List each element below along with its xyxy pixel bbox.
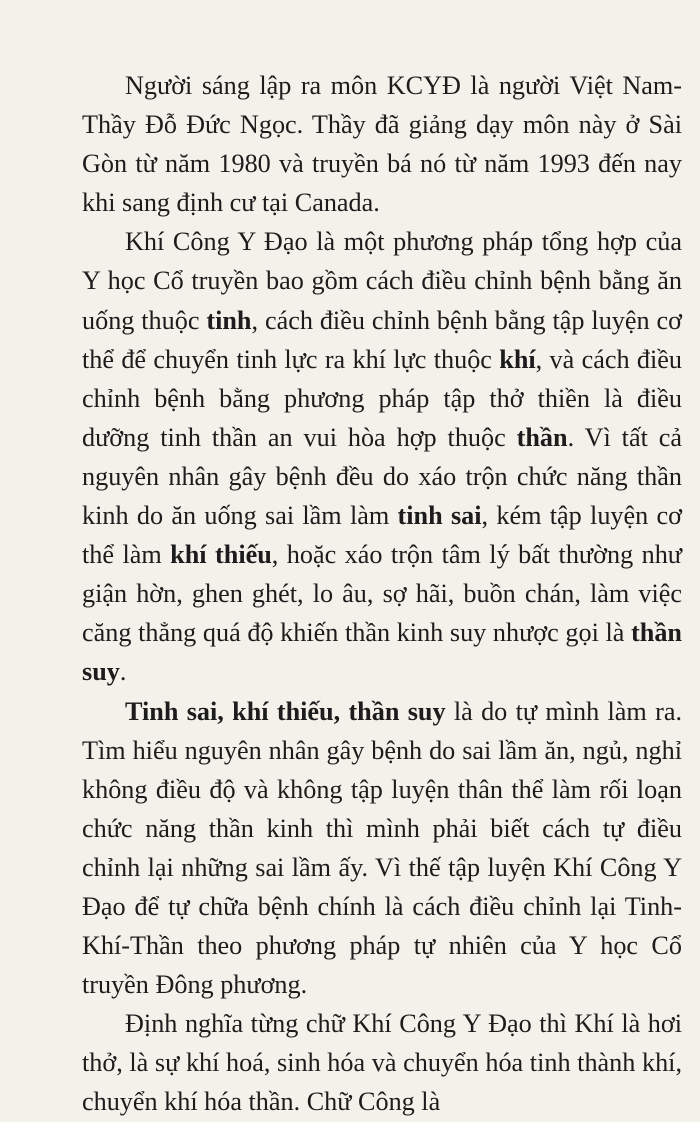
book-page-text [82, 66, 682, 1122]
text-segment: . [119, 657, 127, 687]
text-segment: , hoặc xáo trộn tâm lý bất thường như giận hờn, ghen ghét, lo âu, sợ hãi, buồn chán, làm việc căng thẳng quá độ khiến thần kinh suy nhược gọi là [82, 540, 682, 648]
text-segment: là do tự mình làm ra. Tìm hiểu nguyên nhân gây bệnh do sai lầm ăn, ngủ, nghỉ không điều độ và không tập luyện thân thể làm rối loạn chức năng thần kinh thì mình phải biết cách tự điều chỉnh lại những sai lầm ấy. Vì thế tập luyện Khí Công Y Đạo để tự chữa bệnh chính là cách điều chỉnh lại Tinh-Khí-Thần theo phương pháp tự nhiên của Y học Cổ truyền Đông phương. [82, 696, 682, 1000]
text-segment: Định nghĩa từng chữ Khí Công Y Đạo thì Khí là hơi thở, là sự khí hoá, sinh hóa và chuyển hóa tinh thành khí, chuyển khí hóa thần. Chữ Công là [82, 1009, 682, 1117]
bold-term-tinh-sai: tinh sai [397, 501, 482, 531]
paragraph-word-definition [82, 1004, 682, 1121]
text-segment: Khí Công Y Đạo là một phương pháp tổng hợp của Y học Cổ truyền bao gồm cách điều chỉnh bệnh bằng ăn uống thuộc [82, 227, 682, 335]
text-segment: , kém tập luyện cơ thể làm [82, 501, 682, 570]
bold-term-than: thần [516, 422, 568, 452]
bold-term-tinh: tinh [206, 305, 252, 335]
text-segment: . Vì tất cả nguyên nhân gây bệnh đều do xáo trộn chức năng thần kinh do ăn uống sai lầm làm [82, 422, 683, 531]
paragraph-definition-method [82, 222, 682, 691]
text-segment: , và cách điều chỉnh bệnh bằng phương pháp tập thở thiền là điều dưỡng tinh thần an vui hòa hợp thuộc [82, 344, 682, 452]
text-segment: , cách điều chỉnh bệnh bằng tập luyện cơ thể để chuyển tinh lực ra khí lực thuộc [82, 305, 682, 374]
paragraph-founder [82, 66, 682, 222]
bold-term-tinh-sai-khi-thieu-than-suy: Tinh sai, khí thiếu, thần suy [125, 696, 446, 726]
paragraph-causes [82, 692, 682, 1005]
bold-term-khi-thieu: khí thiếu [170, 540, 272, 570]
bold-term-than-suy: thần suy [82, 618, 682, 687]
text-segment: Người sáng lập ra môn KCYĐ là người Việt Nam- Thầy Đỗ Đức Ngọc. Thầy đã giảng dạy môn này ở Sài Gòn từ năm 1980 và truyền bá nó từ năm 1993 đến nay khi sang định cư tại Canada. [82, 71, 682, 218]
bold-term-khi: khí [499, 344, 536, 374]
